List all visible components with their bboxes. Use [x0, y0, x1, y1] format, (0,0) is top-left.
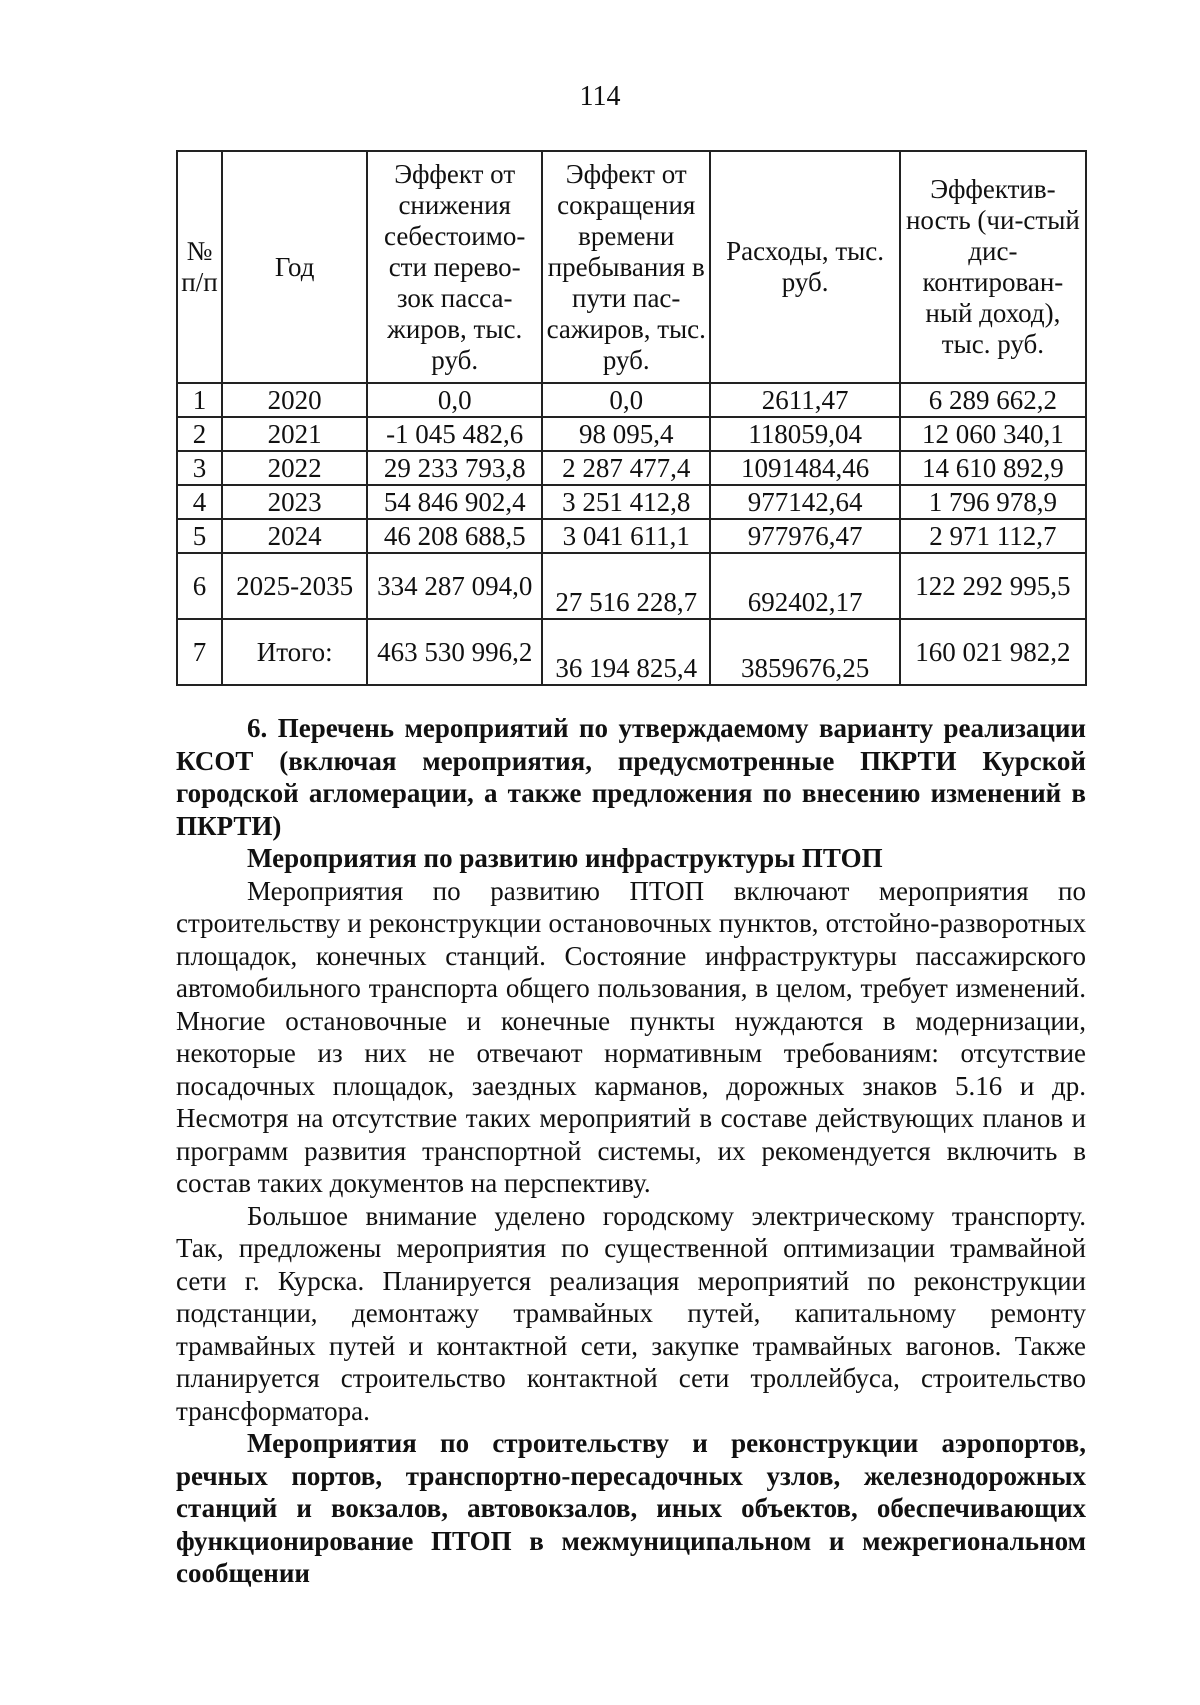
table-cell: 977142,64: [710, 485, 899, 519]
page-number: 114: [579, 81, 621, 112]
header-time-effect: Эффект от сокращения времени пребывания в пути пас-сажиров, тыс. руб.: [542, 151, 710, 383]
header-expenses: Расходы, тыс. руб.: [710, 151, 899, 383]
table-row: [177, 553, 1086, 619]
table-cell: 2 287 477,4: [542, 451, 710, 485]
table-cell: 2025-2035: [222, 553, 367, 619]
table-cell: Итого:: [222, 619, 367, 685]
section-heading: 6. Перечень мероприятий по утверждаемому варианту реализации КСОТ (включая мероприятия, предусмотренные ПКРТИ Курской городской агломерации, а также предложения по внесению изменений в ПКРТИ): [176, 713, 1086, 841]
table-cell: 2024: [222, 519, 367, 553]
efficiency-table: [176, 150, 1087, 686]
table-cell: 334 287 094,0: [367, 553, 542, 619]
table-cell: 1: [177, 383, 222, 417]
table-cell: 2 971 112,7: [900, 519, 1086, 553]
table-row: [177, 417, 1086, 451]
table-cell: 3 041 611,1: [542, 519, 710, 553]
table-cell: 2: [177, 417, 222, 451]
table-cell: 463 530 996,2: [367, 619, 542, 685]
table-row: [177, 519, 1086, 553]
table-cell: 692402,17: [710, 553, 899, 619]
table-cell: 2021: [222, 417, 367, 451]
table-cell: 1 796 978,9: [900, 485, 1086, 519]
table-cell: 977976,47: [710, 519, 899, 553]
table-cell: 46 208 688,5: [367, 519, 542, 553]
table-cell: 98 095,4: [542, 417, 710, 451]
section-body: [176, 712, 1086, 1590]
table-cell: 36 194 825,4: [542, 619, 710, 685]
table-row: [177, 451, 1086, 485]
table-cell: 27 516 228,7: [542, 553, 710, 619]
table-cell: 29 233 793,8: [367, 451, 542, 485]
table-cell: 4: [177, 485, 222, 519]
table-cell: 2023: [222, 485, 367, 519]
table-cell: 2020: [222, 383, 367, 417]
header-cost-effect: Эффект от снижения себестоимо-сти перево-зок пасса-жиров, тыс. руб.: [367, 151, 542, 383]
table-cell: 14 610 892,9: [900, 451, 1086, 485]
subheading-infrastructure: Мероприятия по развитию инфраструктуры ПТОП: [247, 843, 883, 873]
table-cell: -1 045 482,6: [367, 417, 542, 451]
table-header-row: [177, 151, 1086, 383]
table-cell: 2022: [222, 451, 367, 485]
table-row: [177, 383, 1086, 417]
paragraph-electric-transport: Большое внимание уделено городскому электрическому транспорту. Так, предложены мероприятия по существенной оптимизации трамвайной сети г. Курска. Планируется реализация мероприятий по реконструкции подстанции, демонтажу трамвайных путей, капитальному ремонту трамвайных путей и контактной сети, закупке трамвайных вагонов. Также планируется строительство контактной сети троллейбуса, строительство трансформатора.: [176, 1200, 1086, 1426]
table-cell: 3: [177, 451, 222, 485]
table-cell: 118059,04: [710, 417, 899, 451]
table-cell: 7: [177, 619, 222, 685]
table-cell: 0,0: [367, 383, 542, 417]
table-cell: 160 021 982,2: [900, 619, 1086, 685]
subheading-construction: Мероприятия по строительству и реконструкции аэропортов, речных портов, транспортно-пересадочных узлов, железнодорожных станций и вокзалов, автовокзалов, иных объектов, обеспечивающих функционирование ПТОП в межмуниципальном и межрегиональном сообщении: [176, 1428, 1086, 1588]
table-cell: 12 060 340,1: [900, 417, 1086, 451]
table-row: [177, 485, 1086, 519]
header-number: № п/п: [177, 151, 222, 383]
paragraph-infrastructure: Мероприятия по развитию ПТОП включают мероприятия по строительству и реконструкции остановочных пунктов, отстойно-разворотных площадок, конечных станций. Состояние инфраструктуры пассажирского автомобильного транспорта общего пользования, в целом, требует изменений. Многие остановочные и конечные пункты нуждаются в модернизации, некоторые из них не отвечают нормативным требованиям: отсутствие посадочных площадок, заездных карманов, дорожных знаков 5.16 и др. Несмотря на отсутствие таких мероприятий в составе действующих планов и программ развития транспортной системы, их рекомендуется включить в состав таких документов на перспективу.: [176, 875, 1086, 1198]
table-cell: 2611,47: [710, 383, 899, 417]
table-row: [177, 619, 1086, 685]
table-cell: 3859676,25: [710, 619, 899, 685]
table-cell: 5: [177, 519, 222, 553]
table-cell: 6 289 662,2: [900, 383, 1086, 417]
table-cell: 6: [177, 553, 222, 619]
table-cell: 122 292 995,5: [900, 553, 1086, 619]
table-cell: 0,0: [542, 383, 710, 417]
table-cell: 54 846 902,4: [367, 485, 542, 519]
header-efficiency: Эффектив-ность (чи-стый дис-контирован-ный доход), тыс. руб.: [900, 151, 1086, 383]
table-cell: 3 251 412,8: [542, 485, 710, 519]
header-year: Год: [222, 151, 367, 383]
table-cell: 1091484,46: [710, 451, 899, 485]
